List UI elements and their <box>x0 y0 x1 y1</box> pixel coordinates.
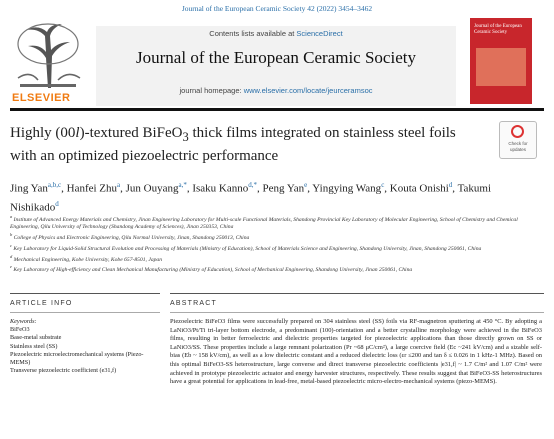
author-name[interactable]: Jing Yan <box>10 182 48 195</box>
author-name[interactable]: Peng Yan <box>262 182 305 195</box>
keyword-item: Transverse piezoelectric coefficient (e31,f) <box>10 367 117 375</box>
journal-cover-image <box>470 18 532 104</box>
keywords-label: Keywords: <box>10 318 37 325</box>
article-info-underline <box>10 312 160 313</box>
author-name[interactable]: Jun Ouyang <box>125 182 179 195</box>
author-affiliation-marker[interactable]: a <box>117 181 121 189</box>
sciencedirect-link[interactable]: ScienceDirect <box>296 29 343 38</box>
author-name[interactable]: Kouta Onishi <box>389 182 449 195</box>
title-italic: l <box>75 125 80 141</box>
affiliation-item: $^e$ Key Laboratory of High-efficiency and Clean Mechanical Manufacturing (Ministry of Education), School of Mechanical Engineering, Shandong University, Jinan 250061, China <box>10 264 413 274</box>
affiliation-item: $^d$ Mechanical Engineering, Kobe University, Kobe 657-8501, Japan <box>10 253 163 263</box>
check-for-updates-button[interactable] <box>499 121 537 159</box>
homepage-link[interactable]: www.elsevier.com/locate/jeurceramsoc <box>243 86 373 95</box>
cover-title: Journal of the European Ceramic Society <box>474 24 522 35</box>
abstract-text: Piezoelectric BiFeO3 films were successfully prepared on 304 stainless steel (SS) foils via RF-magnetron sputtering at 450 °C. By adopting a LaNiO3/Pt/Ti tri-layer bottom electrode, a predominant (100)-orientation and a better crystalline morphology were achieved in the BiFeO3 films, resulting in better ferroelectric and dielectric properties targeted for piezoelectric applications than those directly grown on SS or LaNiO3/SS. These properties include a large remnant polarization (Pr ~68 μC/cm²), a large coercive field (Ec ~241 kV/cm) and a sizable self-bias (Eb ~ 158 kV/cm), as well as a low dielectric constant and a reduced dielectric loss (εr ≤200 and tan δ ≤ 0.026 in 1 kHz-1 MHz). Based on this optimal BiFeO3-SS heterostructure, large converse and direct transverse piezoelectric coefficients |e31,f| ~ 1.7 C/m² and 1.07 C/m² were achieved in prototype piezoelectric actuator and energy harvester structures, respectively. These results suggest that BiFeO3-SS heterostructures have a great potential for applications in lead-free, metal-based piezoelectric micro-electro-mechanical systems (piezo-MEMS). <box>170 318 542 386</box>
title-subscript: 3 <box>182 130 189 144</box>
title-part-3: thick films integrated on stainless steel foils with an optimized piezoelectric performance <box>10 125 456 164</box>
affiliation-item: $^a$ Institute of Advanced Energy Materials and Chemistry, Jinan Engineering Laboratory for Multi-scale Functional Materials, Shandong Provincial Key Laboratory of Molecular Engineering, School of Chemistry and Chemical Engineering, Qilu University of Technology (Shandong Academy of Sciences), Jinan 250353, China <box>10 214 518 230</box>
author-affiliation-marker[interactable]: d,* <box>248 181 258 189</box>
publisher-name: ELSEVIER <box>12 92 71 104</box>
homepage-prefix: journal homepage: <box>179 86 244 95</box>
abstract-heading: ABSTRACT <box>170 300 217 307</box>
journal-reference[interactable]: Journal of the European Ceramic Society 42 (2022) 3454–3462 <box>181 4 373 13</box>
cover-graphic <box>476 48 526 86</box>
author-affiliation-marker[interactable]: a,b,c <box>47 181 62 189</box>
affiliation-item: $^b$ College of Physics and Electronic Engineering, Qilu Normal University, Jinan, Shandong 250013, China <box>10 231 250 241</box>
author-name[interactable]: Hanfei Zhu <box>66 182 118 195</box>
journal-banner <box>96 26 456 106</box>
article-info-rule <box>10 293 160 294</box>
journal-header <box>10 18 544 108</box>
check-updates-label: Check for updates <box>508 141 528 152</box>
author-affiliation-marker[interactable]: d <box>55 199 59 208</box>
author-affiliation-marker[interactable]: a,* <box>178 181 187 189</box>
homepage-line <box>96 86 456 95</box>
keyword-item: Base-metal substrate <box>10 334 62 342</box>
keyword-item: Stainless steel (SS) <box>10 342 58 350</box>
title-part-2: )-textured BiFeO <box>79 125 183 141</box>
affiliation-list <box>10 213 540 274</box>
author-name[interactable]: Yingying Wang <box>312 182 382 195</box>
author-affiliation-marker[interactable]: c <box>381 181 385 189</box>
contents-line <box>96 26 456 38</box>
article-info-heading: ARTICLE INFO <box>10 300 73 307</box>
title-part-1: Highly (00 <box>10 125 76 141</box>
keyword-item: Piezoelectric microelectromechanical systems (Piezo-MEMS) <box>10 350 144 367</box>
abstract-underline <box>170 312 544 313</box>
elsevier-tree-icon <box>10 18 86 92</box>
author-affiliation-marker[interactable]: e <box>304 181 308 189</box>
contents-prefix: Contents lists available at <box>209 29 297 38</box>
keyword-item: BiFeO3 <box>10 326 30 334</box>
author-name[interactable]: Takumi Nishikado <box>10 182 492 214</box>
keywords-block <box>10 318 160 375</box>
journal-title: Journal of the European Ceramic Society <box>136 48 416 67</box>
article-title <box>10 124 480 166</box>
elsevier-logo <box>10 18 86 106</box>
author-affiliation-marker[interactable]: d <box>448 181 453 189</box>
author-list: Jing Yan$^{a,b,c}$, Hanfei Zhu$^a$, Jun Ouyang$^{a,*}$, Isaku Kanno$^{d,*}$, Peng Yan$^e$, Yingying Wang$^c$, Kouta Onishi$^d$, Takumi Nishikado$^d$ <box>10 181 492 214</box>
abstract-rule <box>170 293 544 294</box>
header-divider <box>10 108 544 111</box>
affiliation-item: $^c$ Key Laboratory for Liquid-Solid Structural Evolution and Processing of Materials (Ministry of Education), School of Materials Science and Engineering, Shandong University, Jinan, Shandong 250061, China <box>10 242 482 252</box>
check-updates-icon <box>511 125 524 138</box>
author-name[interactable]: Isaku Kanno <box>192 182 249 195</box>
